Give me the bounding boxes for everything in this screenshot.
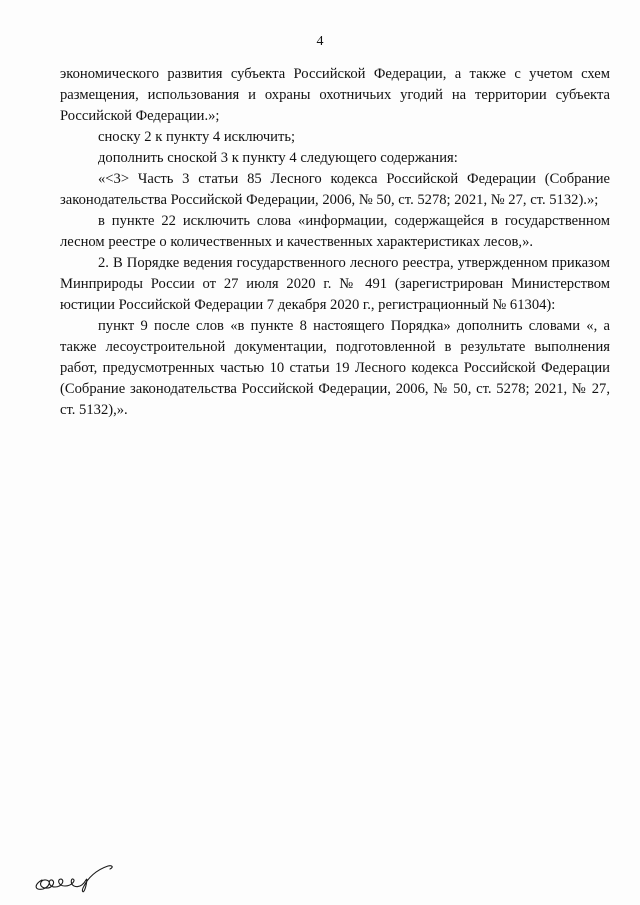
paragraph-continuation: экономического развития субъекта Российской Федерации, а также с учетом схем размещения, использования и охраны охотничьих угодий на территории субъекта Российской Федерации.»; xyxy=(60,66,610,124)
document-body xyxy=(60,64,610,421)
page-number: 4 xyxy=(316,34,324,49)
paragraph-section-2: 2. В Порядке ведения государственного лесного реестра, утвержденном приказом Минприроды России от 27 июля 2020 г. № 491 (зарегистрирован Министерством юстиции Российской Федерации 7 декабря 2020 г., регистрационный № 61304): xyxy=(60,255,610,313)
paragraph-item-22: в пункте 22 исключить слова «информации, содержащейся в государственном лесном реестре о количественных и качественных характеристиках лесов,». xyxy=(60,213,610,250)
paragraph-item-9: пункт 9 после слов «в пункте 8 настоящего Порядка» дополнить словами «, а также лесоустроительной документации, подготовленной в результате выполнения работ, предусмотренных частью 10 статьи 19 Лесного кодекса Российской Федерации (Собрание законодательства Российской Федерации, 2006, № 50, ст. 5278; 2021, № 27, ст. 5132),». xyxy=(60,318,610,418)
paragraph-footnote-addition: дополнить сноской 3 к пункту 4 следующего содержания: xyxy=(98,150,458,166)
handwritten-signature-icon xyxy=(30,858,120,894)
paragraph-footnote-text: «<3> Часть 3 статьи 85 Лесного кодекса Российской Федерации (Собрание законодательства Российской Федерации, 2006, № 50, ст. 5278; 2021, № 27, ст. 5132).»; xyxy=(60,171,610,208)
paragraph-footnote-removal: сноску 2 к пункту 4 исключить; xyxy=(98,129,296,145)
